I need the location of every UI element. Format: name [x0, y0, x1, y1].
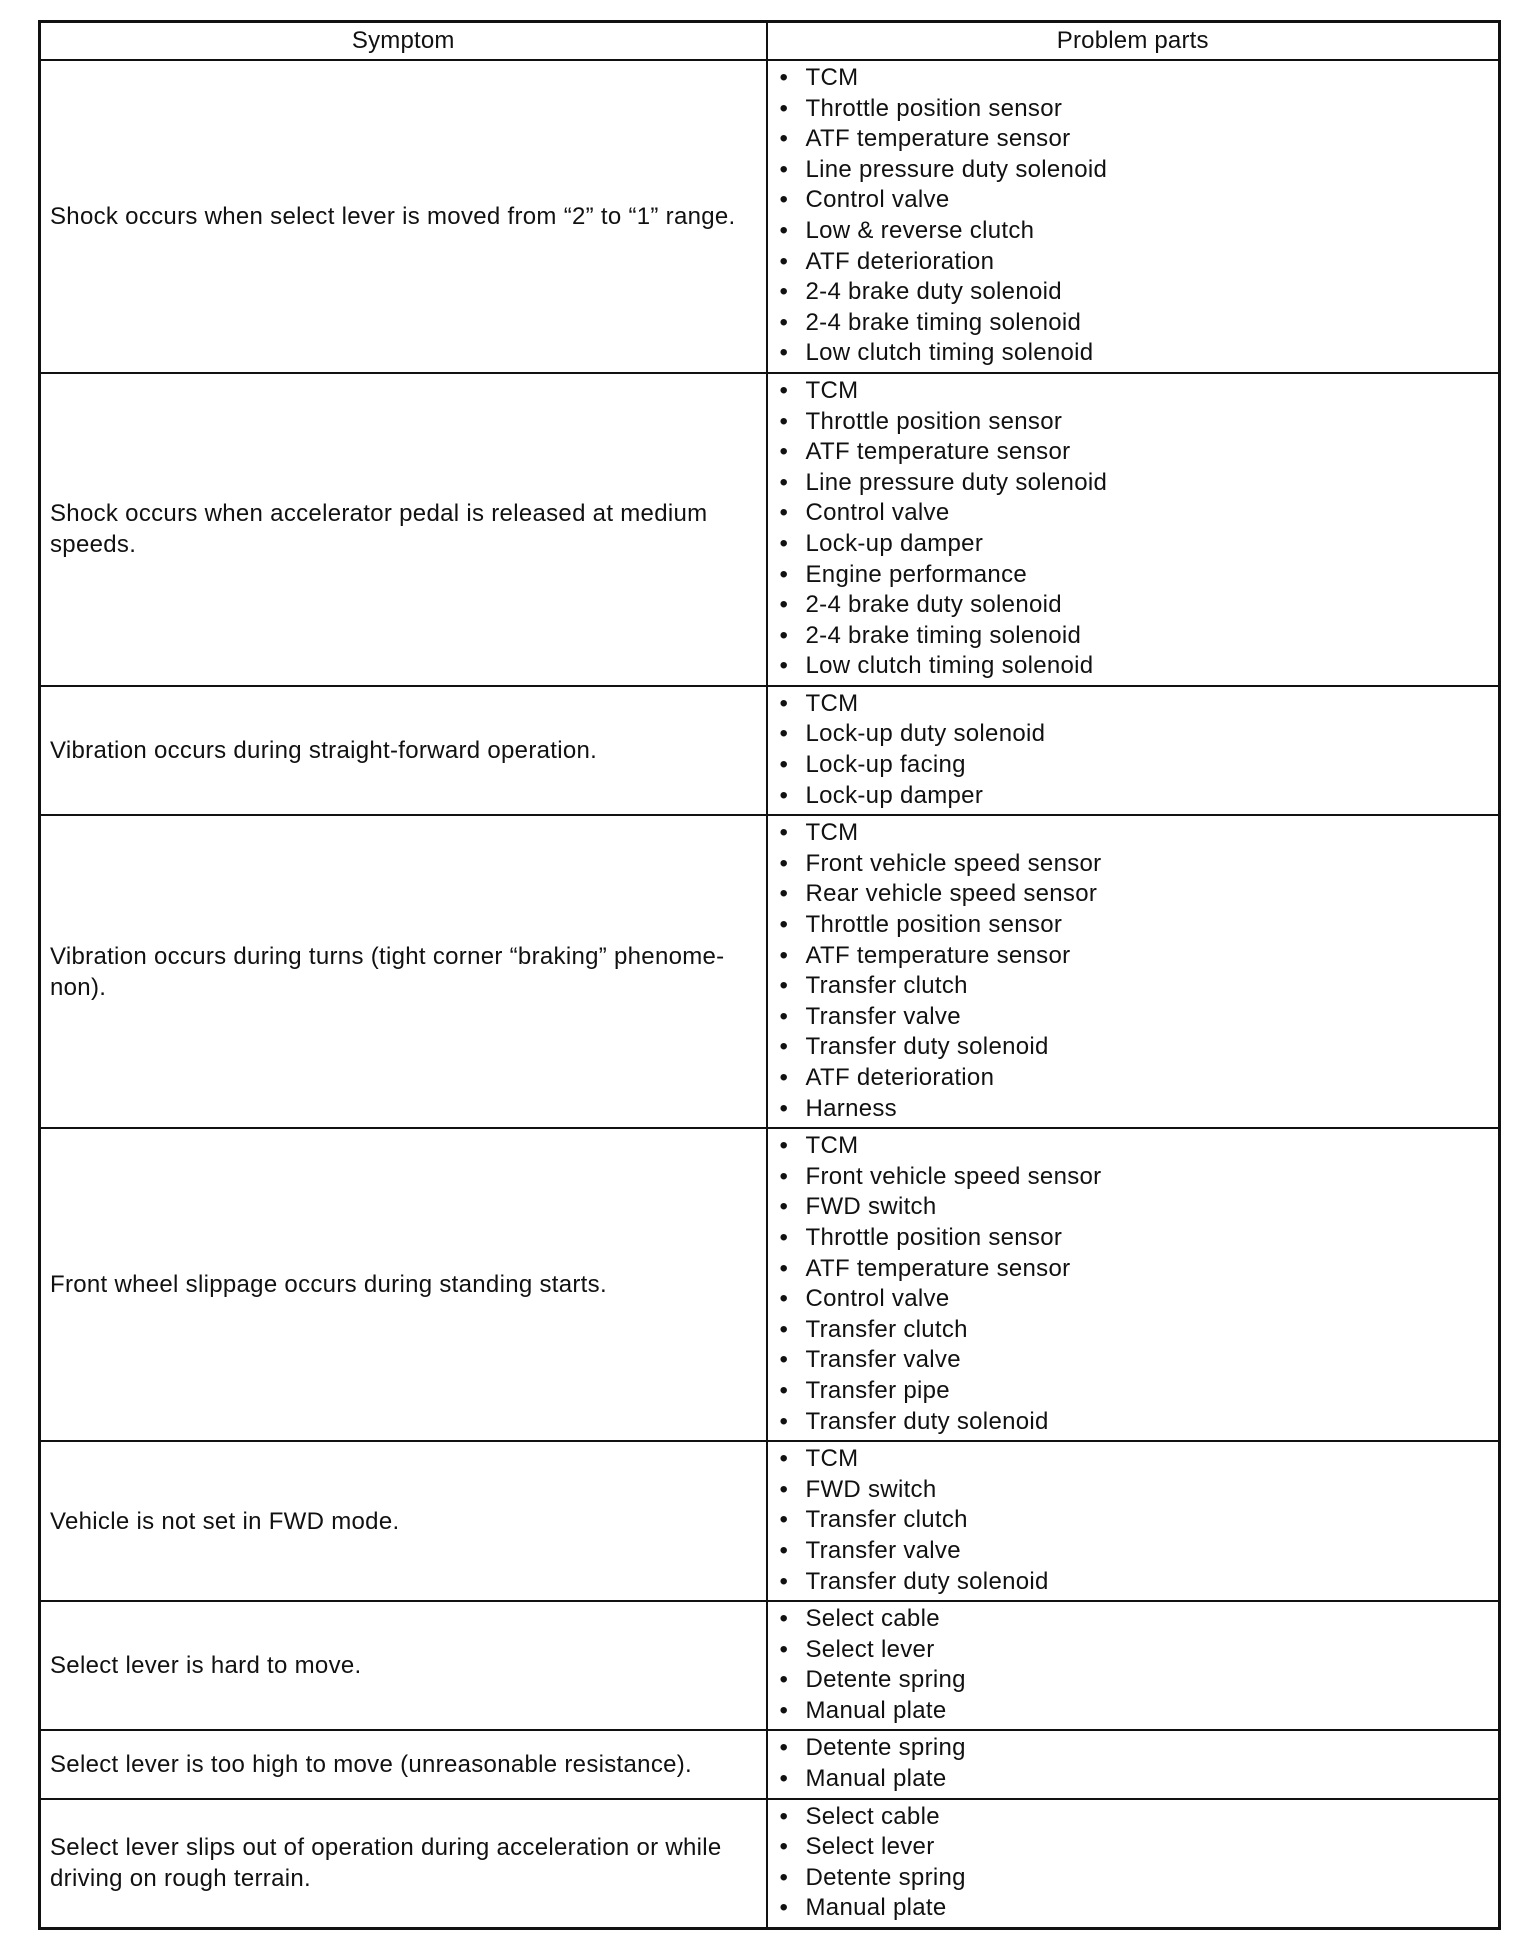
list-item — [778, 1254, 1499, 1285]
problem-parts-list — [778, 63, 1499, 369]
problem-parts-cell — [767, 1601, 1500, 1730]
list-item — [778, 1536, 1499, 1567]
list-item — [778, 1162, 1499, 1193]
problem-part: Low & reverse clutch — [805, 216, 1035, 244]
problem-part: Front vehicle speed sensor — [805, 849, 1102, 877]
problem-part: Select lever — [805, 1833, 935, 1861]
list-item — [778, 651, 1499, 682]
bullet-icon: • — [779, 1315, 789, 1343]
problem-parts-list — [778, 1733, 1499, 1794]
bullet-icon: • — [779, 1445, 789, 1473]
list-item — [778, 437, 1499, 468]
problem-part: Harness — [805, 1094, 897, 1122]
problem-part: 2-4 brake duty solenoid — [805, 591, 1062, 619]
list-item — [778, 1635, 1499, 1666]
list-item — [778, 376, 1499, 407]
problem-part: Detente spring — [805, 1863, 966, 1891]
list-item — [778, 338, 1499, 369]
problem-part: Lock-up duty solenoid — [805, 720, 1046, 748]
problem-parts-cell — [767, 1441, 1500, 1601]
bullet-icon: • — [779, 438, 789, 466]
list-item — [778, 1802, 1499, 1833]
problem-part: FWD switch — [805, 1193, 937, 1221]
problem-part: TCM — [805, 376, 859, 404]
list-item — [778, 1032, 1499, 1063]
bullet-icon: • — [779, 819, 789, 847]
list-item — [778, 1376, 1499, 1407]
list-item — [778, 1192, 1499, 1223]
symptom-parts-table — [38, 20, 1501, 1930]
problem-part: Throttle position sensor — [805, 407, 1063, 435]
list-item — [778, 1315, 1499, 1346]
symptom-cell: Shock occurs when accelerator pedal is released at medium speeds. — [40, 373, 767, 686]
bullet-icon: • — [779, 1285, 789, 1313]
problem-part: Transfer clutch — [805, 1506, 968, 1534]
bullet-icon: • — [779, 560, 789, 588]
problem-part: Control valve — [805, 1285, 950, 1313]
list-item — [778, 247, 1499, 278]
symptom-column-header: Symptom — [40, 22, 767, 61]
problem-parts-cell — [767, 1730, 1500, 1798]
list-item — [778, 910, 1499, 941]
bullet-icon: • — [779, 1254, 789, 1282]
bullet-icon: • — [779, 621, 789, 649]
list-item — [778, 621, 1499, 652]
problem-parts-cell — [767, 1799, 1500, 1929]
bullet-icon: • — [779, 1536, 789, 1564]
problem-part: TCM — [805, 1132, 859, 1160]
list-item — [778, 941, 1499, 972]
bullet-icon: • — [779, 652, 789, 680]
list-item — [778, 879, 1499, 910]
list-item — [778, 1696, 1499, 1727]
problem-part: Throttle position sensor — [805, 1223, 1063, 1251]
symptom-cell: Shock occurs when select lever is moved from “2” to “1” range. — [40, 60, 767, 373]
problem-part: Throttle position sensor — [805, 911, 1063, 939]
bullet-icon: • — [779, 720, 789, 748]
bullet-icon: • — [779, 1605, 789, 1633]
list-item — [778, 468, 1499, 499]
problem-part: Control valve — [805, 186, 950, 214]
problem-part: Select lever — [805, 1635, 935, 1663]
list-item — [778, 1345, 1499, 1376]
symptom-cell: Select lever is too high to move (unreasonable resistance). — [40, 1730, 767, 1798]
bullet-icon: • — [779, 1064, 789, 1091]
problem-parts-column-header: Problem parts — [767, 22, 1500, 61]
list-item — [778, 308, 1499, 339]
list-item — [778, 1284, 1499, 1315]
problem-parts-cell — [767, 686, 1500, 815]
list-item — [778, 689, 1499, 720]
bullet-icon: • — [779, 94, 789, 122]
bullet-icon: • — [779, 247, 789, 275]
problem-part: Lock-up damper — [805, 529, 984, 557]
bullet-icon: • — [779, 781, 789, 809]
list-item — [778, 63, 1499, 94]
table-row — [40, 815, 1500, 1128]
table-header — [40, 22, 1500, 61]
table-row — [40, 1128, 1500, 1441]
problem-part: TCM — [805, 689, 859, 717]
problem-parts-list — [778, 1444, 1499, 1597]
list-item — [778, 971, 1499, 1002]
problem-part: TCM — [805, 64, 859, 91]
list-item — [778, 1475, 1499, 1506]
list-item — [778, 1733, 1499, 1764]
list-item — [778, 529, 1499, 560]
symptom-cell: Front wheel slippage occurs during standing starts. — [40, 1128, 767, 1441]
problem-part: Transfer valve — [805, 1002, 961, 1030]
bullet-icon: • — [779, 689, 789, 717]
bullet-icon: • — [779, 1132, 789, 1160]
bullet-icon: • — [779, 1223, 789, 1251]
problem-part: Manual plate — [805, 1894, 947, 1922]
bullet-icon: • — [779, 1863, 789, 1891]
problem-part: 2-4 brake timing solenoid — [805, 308, 1082, 336]
problem-part: Select cable — [805, 1802, 940, 1830]
bullet-icon: • — [779, 186, 789, 214]
list-item — [778, 1444, 1499, 1475]
problem-part: Transfer valve — [805, 1536, 961, 1564]
problem-part: Lock-up damper — [805, 781, 984, 809]
table-row — [40, 1730, 1500, 1798]
problem-part: Transfer duty solenoid — [805, 1407, 1049, 1435]
problem-part: Transfer valve — [805, 1346, 961, 1374]
bullet-icon: • — [779, 1193, 789, 1221]
bullet-icon: • — [779, 941, 789, 969]
list-item — [778, 1002, 1499, 1033]
problem-parts-list — [778, 1604, 1499, 1726]
problem-part: Line pressure duty solenoid — [805, 468, 1108, 496]
list-item — [778, 1094, 1499, 1125]
symptom-cell: Select lever is hard to move. — [40, 1601, 767, 1730]
bullet-icon: • — [779, 1894, 789, 1922]
table-row — [40, 1441, 1500, 1601]
problem-part: Low clutch timing solenoid — [805, 652, 1094, 680]
bullet-icon: • — [779, 1567, 789, 1595]
list-item — [778, 1407, 1499, 1438]
table-row — [40, 1601, 1500, 1730]
list-item — [778, 719, 1499, 750]
problem-parts-list — [778, 376, 1499, 682]
list-item — [778, 216, 1499, 247]
bullet-icon: • — [779, 499, 789, 527]
bullet-icon: • — [779, 751, 789, 779]
problem-part: ATF temperature sensor — [805, 941, 1071, 969]
table-row — [40, 373, 1500, 686]
list-item — [778, 1505, 1499, 1536]
problem-parts-list — [778, 1131, 1499, 1437]
problem-part: Detente spring — [805, 1734, 966, 1762]
bullet-icon: • — [779, 376, 789, 404]
list-item — [778, 590, 1499, 621]
symptom-cell: Vehicle is not set in FWD mode. — [40, 1441, 767, 1601]
list-item — [778, 1567, 1499, 1598]
bullet-icon: • — [779, 1094, 789, 1122]
problem-part: TCM — [805, 1445, 859, 1473]
problem-part: Transfer clutch — [805, 972, 968, 1000]
problem-part: Select cable — [805, 1605, 940, 1633]
list-item — [778, 124, 1499, 155]
problem-part: TCM — [805, 819, 859, 847]
bullet-icon: • — [779, 880, 789, 908]
list-item — [778, 1063, 1499, 1094]
list-item — [778, 155, 1499, 186]
bullet-icon: • — [779, 1407, 789, 1435]
list-item — [778, 818, 1499, 849]
bullet-icon: • — [779, 1162, 789, 1190]
bullet-icon: • — [779, 1696, 789, 1724]
bullet-icon: • — [779, 155, 789, 183]
problem-part: Lock-up facing — [805, 751, 966, 779]
problem-part: ATF temperature sensor — [805, 438, 1071, 466]
problem-part: Control valve — [805, 499, 950, 527]
list-item — [778, 277, 1499, 308]
list-item — [778, 1223, 1499, 1254]
list-item — [778, 1665, 1499, 1696]
symptom-cell: Vibration occurs during straight-forward operation. — [40, 686, 767, 815]
table-row — [40, 686, 1500, 815]
list-item — [778, 498, 1499, 529]
bullet-icon: • — [779, 468, 789, 496]
bullet-icon: • — [779, 1802, 789, 1830]
problem-parts-list — [778, 689, 1499, 811]
table-body — [40, 60, 1500, 1929]
bullet-icon: • — [779, 125, 789, 153]
bullet-icon: • — [779, 911, 789, 939]
problem-parts-list — [778, 818, 1499, 1124]
list-item — [778, 407, 1499, 438]
bullet-icon: • — [779, 1346, 789, 1374]
bullet-icon: • — [779, 1734, 789, 1762]
symptom-cell: Select lever slips out of operation during acceleration or while driving on rough terrain. — [40, 1799, 767, 1929]
list-item — [778, 94, 1499, 125]
problem-part: Manual plate — [805, 1765, 947, 1793]
bullet-icon: • — [779, 216, 789, 244]
problem-parts-cell — [767, 1128, 1500, 1441]
bullet-icon: • — [779, 339, 789, 367]
problem-part: Transfer duty solenoid — [805, 1567, 1049, 1595]
list-item — [778, 1604, 1499, 1635]
symptom-cell: Vibration occurs during turns (tight corner “braking” phenome-non). — [40, 815, 767, 1128]
list-item — [778, 1832, 1499, 1863]
problem-parts-cell — [767, 60, 1500, 373]
bullet-icon: • — [779, 972, 789, 1000]
problem-part: Detente spring — [805, 1666, 966, 1694]
problem-part: ATF temperature sensor — [805, 125, 1071, 153]
bullet-icon: • — [779, 591, 789, 619]
list-item — [778, 185, 1499, 216]
bullet-icon: • — [779, 308, 789, 336]
problem-part: Front vehicle speed sensor — [805, 1162, 1102, 1190]
bullet-icon: • — [779, 1475, 789, 1503]
problem-parts-cell — [767, 373, 1500, 686]
bullet-icon: • — [779, 1666, 789, 1694]
header-row — [40, 22, 1500, 61]
list-item — [778, 1893, 1499, 1924]
problem-part: Rear vehicle speed sensor — [805, 880, 1098, 908]
list-item — [778, 1764, 1499, 1795]
list-item — [778, 849, 1499, 880]
bullet-icon: • — [779, 1833, 789, 1861]
bullet-icon: • — [779, 849, 789, 877]
problem-part: Transfer clutch — [805, 1315, 968, 1343]
problem-part: Transfer duty solenoid — [805, 1033, 1049, 1061]
bullet-icon: • — [779, 1506, 789, 1534]
problem-part: Low clutch timing solenoid — [805, 339, 1094, 367]
bullet-icon: • — [779, 1376, 789, 1404]
problem-part: Transfer pipe — [805, 1376, 950, 1404]
problem-parts-cell — [767, 815, 1500, 1128]
table-row — [40, 1799, 1500, 1929]
problem-part: FWD switch — [805, 1475, 937, 1503]
bullet-icon: • — [779, 64, 789, 91]
problem-part: Engine performance — [805, 560, 1028, 588]
problem-part: Line pressure duty solenoid — [805, 155, 1108, 183]
problem-part: ATF deterioration — [805, 1064, 995, 1091]
table-row — [40, 60, 1500, 373]
bullet-icon: • — [779, 1635, 789, 1663]
list-item — [778, 560, 1499, 591]
problem-parts-list — [778, 1802, 1499, 1924]
bullet-icon: • — [779, 1765, 789, 1793]
list-item — [778, 781, 1499, 812]
problem-part: Throttle position sensor — [805, 94, 1063, 122]
problem-part: Manual plate — [805, 1696, 947, 1724]
bullet-icon: • — [779, 529, 789, 557]
problem-part: ATF deterioration — [805, 247, 995, 275]
bullet-icon: • — [779, 1033, 789, 1061]
problem-part: 2-4 brake timing solenoid — [805, 621, 1082, 649]
problem-part: ATF temperature sensor — [805, 1254, 1071, 1282]
bullet-icon: • — [779, 407, 789, 435]
bullet-icon: • — [779, 278, 789, 306]
problem-part: 2-4 brake duty solenoid — [805, 278, 1062, 306]
list-item — [778, 1131, 1499, 1162]
list-item — [778, 1863, 1499, 1894]
bullet-icon: • — [779, 1002, 789, 1030]
list-item — [778, 750, 1499, 781]
